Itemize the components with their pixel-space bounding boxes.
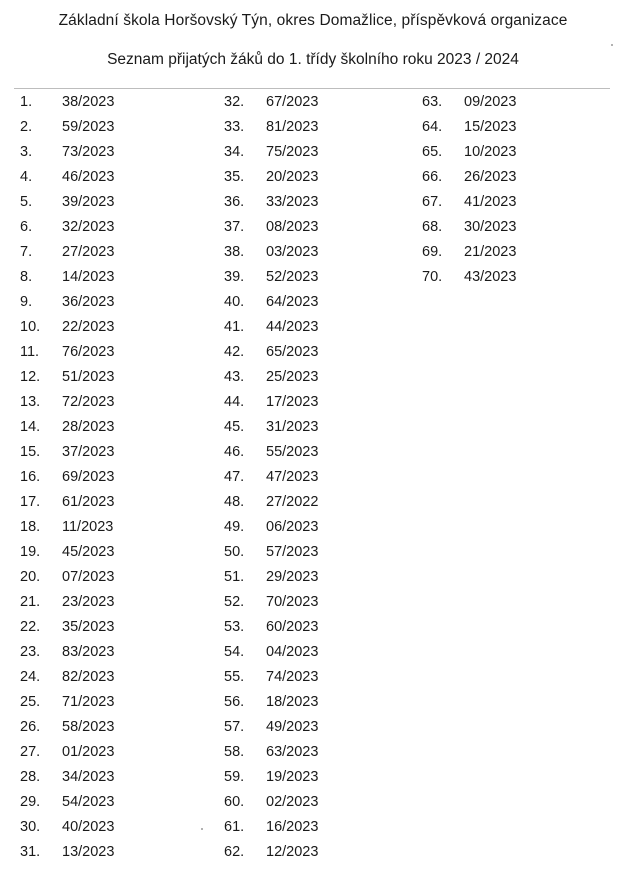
list-item-number: 13. (20, 394, 41, 410)
list-item-number: 51. (224, 569, 245, 585)
registration-code: 02/2023 (266, 794, 319, 810)
list-item-number: 45. (224, 419, 245, 435)
registration-code: 72/2023 (62, 394, 115, 410)
list-item (224, 343, 318, 368)
list-item (224, 518, 318, 543)
registration-code: 47/2023 (266, 469, 319, 485)
registration-code: 49/2023 (266, 719, 319, 735)
list-item-number: 50. (224, 544, 245, 560)
list-item-number: 30. (20, 819, 41, 835)
registration-code: 04/2023 (266, 644, 319, 660)
registration-code: 06/2023 (266, 519, 319, 535)
registration-code: 25/2023 (266, 369, 319, 385)
list-item-number: 8. (20, 269, 33, 285)
registration-code: 51/2023 (62, 369, 115, 385)
list-item-number: 54. (224, 644, 245, 660)
list-item-number: 14. (20, 419, 41, 435)
list-item (224, 818, 318, 843)
registration-code: 45/2023 (62, 544, 115, 560)
list-item-number: 41. (224, 319, 245, 335)
list-item (20, 643, 114, 668)
list-item-number: 63. (422, 94, 443, 110)
registration-code: 82/2023 (62, 669, 115, 685)
registration-code: 83/2023 (62, 644, 115, 660)
list-item-number: 31. (20, 844, 41, 860)
list-item-number: 16. (20, 469, 41, 485)
list-item (224, 168, 318, 193)
list-item (20, 593, 114, 618)
list-item (20, 318, 114, 343)
list-item (20, 293, 114, 318)
list-item-number: 4. (20, 169, 33, 185)
list-item-number: 32. (224, 94, 245, 110)
registration-code: 34/2023 (62, 769, 115, 785)
registration-code: 37/2023 (62, 444, 115, 460)
list-item (224, 668, 318, 693)
registration-code: 40/2023 (62, 819, 115, 835)
list-item-number: 46. (224, 444, 245, 460)
registration-code: 20/2023 (266, 169, 319, 185)
list-item (422, 193, 516, 218)
list-item (224, 743, 318, 768)
list-item-number: 66. (422, 169, 443, 185)
registration-code: 39/2023 (62, 194, 115, 210)
list-item-number: 62. (224, 844, 245, 860)
list-item (224, 618, 318, 643)
list-item-number: 1. (20, 94, 33, 110)
list-item-number: 44. (224, 394, 245, 410)
list-item (224, 368, 318, 393)
registration-code: 76/2023 (62, 344, 115, 360)
registration-code: 28/2023 (62, 419, 115, 435)
list-item-number: 19. (20, 544, 41, 560)
list-item-number: 36. (224, 194, 245, 210)
list-item-number: 24. (20, 669, 41, 685)
registration-code: 17/2023 (266, 394, 319, 410)
list-item-number: 57. (224, 719, 245, 735)
list-item (20, 418, 114, 443)
list-item-number: 56. (224, 694, 245, 710)
list-item (20, 468, 114, 493)
registration-code: 23/2023 (62, 594, 115, 610)
list-item (20, 618, 114, 643)
list-item-number: 9. (20, 294, 33, 310)
list-item-number: 59. (224, 769, 245, 785)
registration-code: 31/2023 (266, 419, 319, 435)
list-item (224, 793, 318, 818)
list-item-number: 68. (422, 219, 443, 235)
registration-code: 52/2023 (266, 269, 319, 285)
list-item (20, 393, 114, 418)
list-item (20, 368, 114, 393)
list-item (422, 143, 516, 168)
list-item (20, 843, 114, 868)
list-item (20, 143, 114, 168)
list-item-number: 47. (224, 469, 245, 485)
list-item (224, 193, 318, 218)
registration-code: 27/2022 (266, 494, 319, 510)
registration-code: 36/2023 (62, 294, 115, 310)
list-item-number: 58. (224, 744, 245, 760)
list-item-number: 12. (20, 369, 41, 385)
list-item (20, 768, 114, 793)
list-item-number: 43. (224, 369, 245, 385)
list-item-number: 61. (224, 819, 245, 835)
list-item-number: 10. (20, 319, 41, 335)
list-item (224, 93, 318, 118)
list-item (20, 343, 114, 368)
header-divider (14, 88, 610, 89)
list-item (224, 843, 318, 868)
list-item-number: 40. (224, 294, 245, 310)
registration-code: 81/2023 (266, 119, 319, 135)
list-item (20, 818, 114, 843)
registration-code: 12/2023 (266, 844, 319, 860)
list-item (20, 93, 114, 118)
list-item-number: 39. (224, 269, 245, 285)
list-item-number: 22. (20, 619, 41, 635)
list-item-number: 70. (422, 269, 443, 285)
list-item (422, 168, 516, 193)
list-item (224, 418, 318, 443)
list-item (20, 693, 114, 718)
list-item (20, 218, 114, 243)
list-item-number: 67. (422, 194, 443, 210)
registration-code: 41/2023 (464, 194, 517, 210)
registration-code: 33/2023 (266, 194, 319, 210)
list-item (224, 543, 318, 568)
list-item (224, 243, 318, 268)
list-item (20, 268, 114, 293)
list-item (224, 493, 318, 518)
list-column-2 (224, 93, 318, 868)
registration-code: 70/2023 (266, 594, 319, 610)
registration-code: 18/2023 (266, 694, 319, 710)
list-item-number: 5. (20, 194, 33, 210)
list-item-number: 11. (20, 344, 40, 360)
list-item (20, 493, 114, 518)
list-item-number: 3. (20, 144, 33, 160)
list-item (422, 93, 516, 118)
list-item-number: 38. (224, 244, 245, 260)
registration-code: 30/2023 (464, 219, 517, 235)
list-item (224, 393, 318, 418)
list-item (224, 643, 318, 668)
registration-code: 15/2023 (464, 119, 517, 135)
list-column-1 (20, 93, 114, 868)
list-item (20, 118, 114, 143)
list-item-number: 17. (20, 494, 41, 510)
registration-code: 54/2023 (62, 794, 115, 810)
list-item (224, 693, 318, 718)
registration-code: 74/2023 (266, 669, 319, 685)
list-item (20, 743, 114, 768)
registration-code: 13/2023 (62, 844, 115, 860)
registration-code: 16/2023 (266, 819, 319, 835)
registration-code: 43/2023 (464, 269, 517, 285)
registration-code: 71/2023 (62, 694, 115, 710)
list-item (224, 318, 318, 343)
registration-code: 55/2023 (266, 444, 319, 460)
list-item-number: 33. (224, 119, 245, 135)
list-item (224, 268, 318, 293)
list-item-number: 35. (224, 169, 245, 185)
list-item-number: 64. (422, 119, 443, 135)
registration-code: 67/2023 (266, 94, 319, 110)
list-item (224, 293, 318, 318)
registration-code: 01/2023 (62, 744, 115, 760)
scan-speck (611, 44, 613, 46)
registration-code: 59/2023 (62, 119, 115, 135)
list-item-number: 52. (224, 594, 245, 610)
list-item (224, 568, 318, 593)
list-item (20, 518, 114, 543)
list-item-number: 28. (20, 769, 41, 785)
list-item (20, 193, 114, 218)
list-item-number: 55. (224, 669, 245, 685)
registration-code: 21/2023 (464, 244, 517, 260)
list-item-number: 7. (20, 244, 33, 260)
registration-code: 32/2023 (62, 219, 115, 235)
list-item-number: 20. (20, 569, 41, 585)
registration-code: 64/2023 (266, 294, 319, 310)
registration-code: 61/2023 (62, 494, 115, 510)
list-column-3 (422, 93, 516, 293)
registration-code: 11/2023 (62, 519, 114, 535)
list-item (224, 143, 318, 168)
list-item (422, 268, 516, 293)
registration-code: 35/2023 (62, 619, 115, 635)
list-item (224, 768, 318, 793)
registration-code: 22/2023 (62, 319, 115, 335)
registration-code: 38/2023 (62, 94, 115, 110)
registration-code: 46/2023 (62, 169, 115, 185)
list-item-number: 23. (20, 644, 41, 660)
list-item (224, 218, 318, 243)
list-item-number: 15. (20, 444, 41, 460)
list-item-number: 26. (20, 719, 41, 735)
registration-code: 07/2023 (62, 569, 115, 585)
list-item-number: 37. (224, 219, 245, 235)
registration-code: 58/2023 (62, 719, 115, 735)
registration-code: 09/2023 (464, 94, 517, 110)
registration-code: 57/2023 (266, 544, 319, 560)
list-item (20, 718, 114, 743)
list-item (224, 718, 318, 743)
list-item-number: 27. (20, 744, 41, 760)
registration-code: 27/2023 (62, 244, 115, 260)
list-item-number: 25. (20, 694, 41, 710)
registration-code: 65/2023 (266, 344, 319, 360)
registration-code: 75/2023 (266, 144, 319, 160)
list-item (20, 668, 114, 693)
registration-code: 03/2023 (266, 244, 319, 260)
registration-code: 29/2023 (266, 569, 319, 585)
list-item (20, 168, 114, 193)
list-item (20, 568, 114, 593)
list-item (20, 793, 114, 818)
list-item (224, 593, 318, 618)
registration-code: 69/2023 (62, 469, 115, 485)
registration-code: 19/2023 (266, 769, 319, 785)
list-item-number: 29. (20, 794, 41, 810)
list-item (422, 118, 516, 143)
list-item (20, 243, 114, 268)
list-item-number: 65. (422, 144, 443, 160)
registration-code: 10/2023 (464, 144, 517, 160)
scan-speck (201, 828, 203, 830)
list-item-number: 6. (20, 219, 33, 235)
document-title: Základní škola Horšovský Týn, okres Domažlice, příspěvková organizace (58, 12, 568, 29)
document-subtitle: Seznam přijatých žáků do 1. třídy školního roku 2023 / 2024 (107, 51, 519, 68)
list-item-number: 2. (20, 119, 33, 135)
list-item (20, 443, 114, 468)
list-item (422, 243, 516, 268)
registration-code: 26/2023 (464, 169, 517, 185)
registration-code: 63/2023 (266, 744, 319, 760)
list-item-number: 21. (20, 594, 41, 610)
registration-code: 73/2023 (62, 144, 115, 160)
registration-code: 60/2023 (266, 619, 319, 635)
registration-code: 14/2023 (62, 269, 115, 285)
list-item (224, 468, 318, 493)
list-item-number: 42. (224, 344, 245, 360)
list-item-number: 48. (224, 494, 245, 510)
list-item-number: 49. (224, 519, 245, 535)
list-item (20, 543, 114, 568)
list-item (224, 118, 318, 143)
list-item-number: 18. (20, 519, 41, 535)
list-item (422, 218, 516, 243)
list-item-number: 69. (422, 244, 443, 260)
list-item-number: 53. (224, 619, 245, 635)
registration-code: 44/2023 (266, 319, 319, 335)
list-item (224, 443, 318, 468)
registration-code: 08/2023 (266, 219, 319, 235)
list-item-number: 34. (224, 144, 245, 160)
list-item-number: 60. (224, 794, 245, 810)
